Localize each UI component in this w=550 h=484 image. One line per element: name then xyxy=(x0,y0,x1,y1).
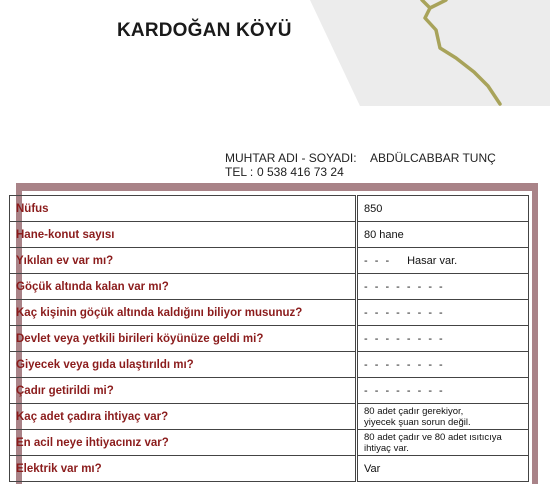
question-cell: Göçük altında kalan var mı? xyxy=(10,274,357,300)
answer-cell: - - - - - - - - xyxy=(357,378,529,404)
question-cell: Kaç adet çadıra ihtiyaç var? xyxy=(10,404,357,430)
muhtar-label: MUHTAR ADI - SOYADI: xyxy=(225,151,357,165)
answer-cell: - - - - - - - - xyxy=(357,274,529,300)
question-cell: Elektrik var mı? xyxy=(10,456,357,482)
muhtar-name: ABDÜLCABBAR TUNÇ xyxy=(370,151,496,165)
page-title: KARDOĞAN KÖYÜ xyxy=(117,20,292,41)
table-row xyxy=(10,196,529,222)
table-row xyxy=(10,274,529,300)
question-cell: Hane-konut sayısı xyxy=(10,222,357,248)
answer-cell: - - - - - - - - xyxy=(357,326,529,352)
answer-cell: 850 xyxy=(357,196,529,222)
table-row xyxy=(10,222,529,248)
table-row xyxy=(10,404,529,430)
table-row xyxy=(10,352,529,378)
answer-line-1: 80 adet çadır ve 80 adet ısıtıcıya xyxy=(364,431,502,443)
question-cell: Yıkılan ev var mı? xyxy=(10,248,357,274)
question-cell: Çadır getirildi mi? xyxy=(10,378,357,404)
answer-cell: 80 hane xyxy=(357,222,529,248)
table-row xyxy=(10,248,529,274)
phone-label: TEL : xyxy=(225,165,254,179)
answer-line-2: ihtiyaç var. xyxy=(364,442,409,454)
answer-line-1: 80 adet çadır gerekiyor, xyxy=(364,405,464,417)
map-fragment-icon xyxy=(0,0,550,120)
question-cell: Giyecek veya gıda ulaştırıldı mı? xyxy=(10,352,357,378)
answer-cell: Var xyxy=(357,456,529,482)
answer-text: Hasar var. xyxy=(407,254,458,267)
answer-cell xyxy=(357,430,529,456)
answer-cell: - - - - - - - - xyxy=(357,352,529,378)
answer-cell xyxy=(357,248,529,274)
table-row xyxy=(10,378,529,404)
table-row xyxy=(10,300,529,326)
table-row xyxy=(10,430,529,456)
phone-number: 0 538 416 73 24 xyxy=(257,165,344,179)
answer-cell xyxy=(357,404,529,430)
question-cell: Kaç kişinin göçük altında kaldığını biliyor musunuz? xyxy=(10,300,357,326)
question-cell: Devlet veya yetkili birileri köyünüze geldi mi? xyxy=(10,326,357,352)
table-row xyxy=(10,326,529,352)
table-row xyxy=(10,456,529,482)
question-cell: Nüfus xyxy=(10,196,357,222)
answer-dashes: - - - xyxy=(364,254,392,267)
answer-line-2: yiyecek şuan sorun değil. xyxy=(364,416,471,428)
survey-table xyxy=(9,195,529,482)
answer-cell: - - - - - - - - xyxy=(357,300,529,326)
contact-info xyxy=(225,151,496,179)
question-cell: En acil neye ihtiyacınız var? xyxy=(10,430,357,456)
